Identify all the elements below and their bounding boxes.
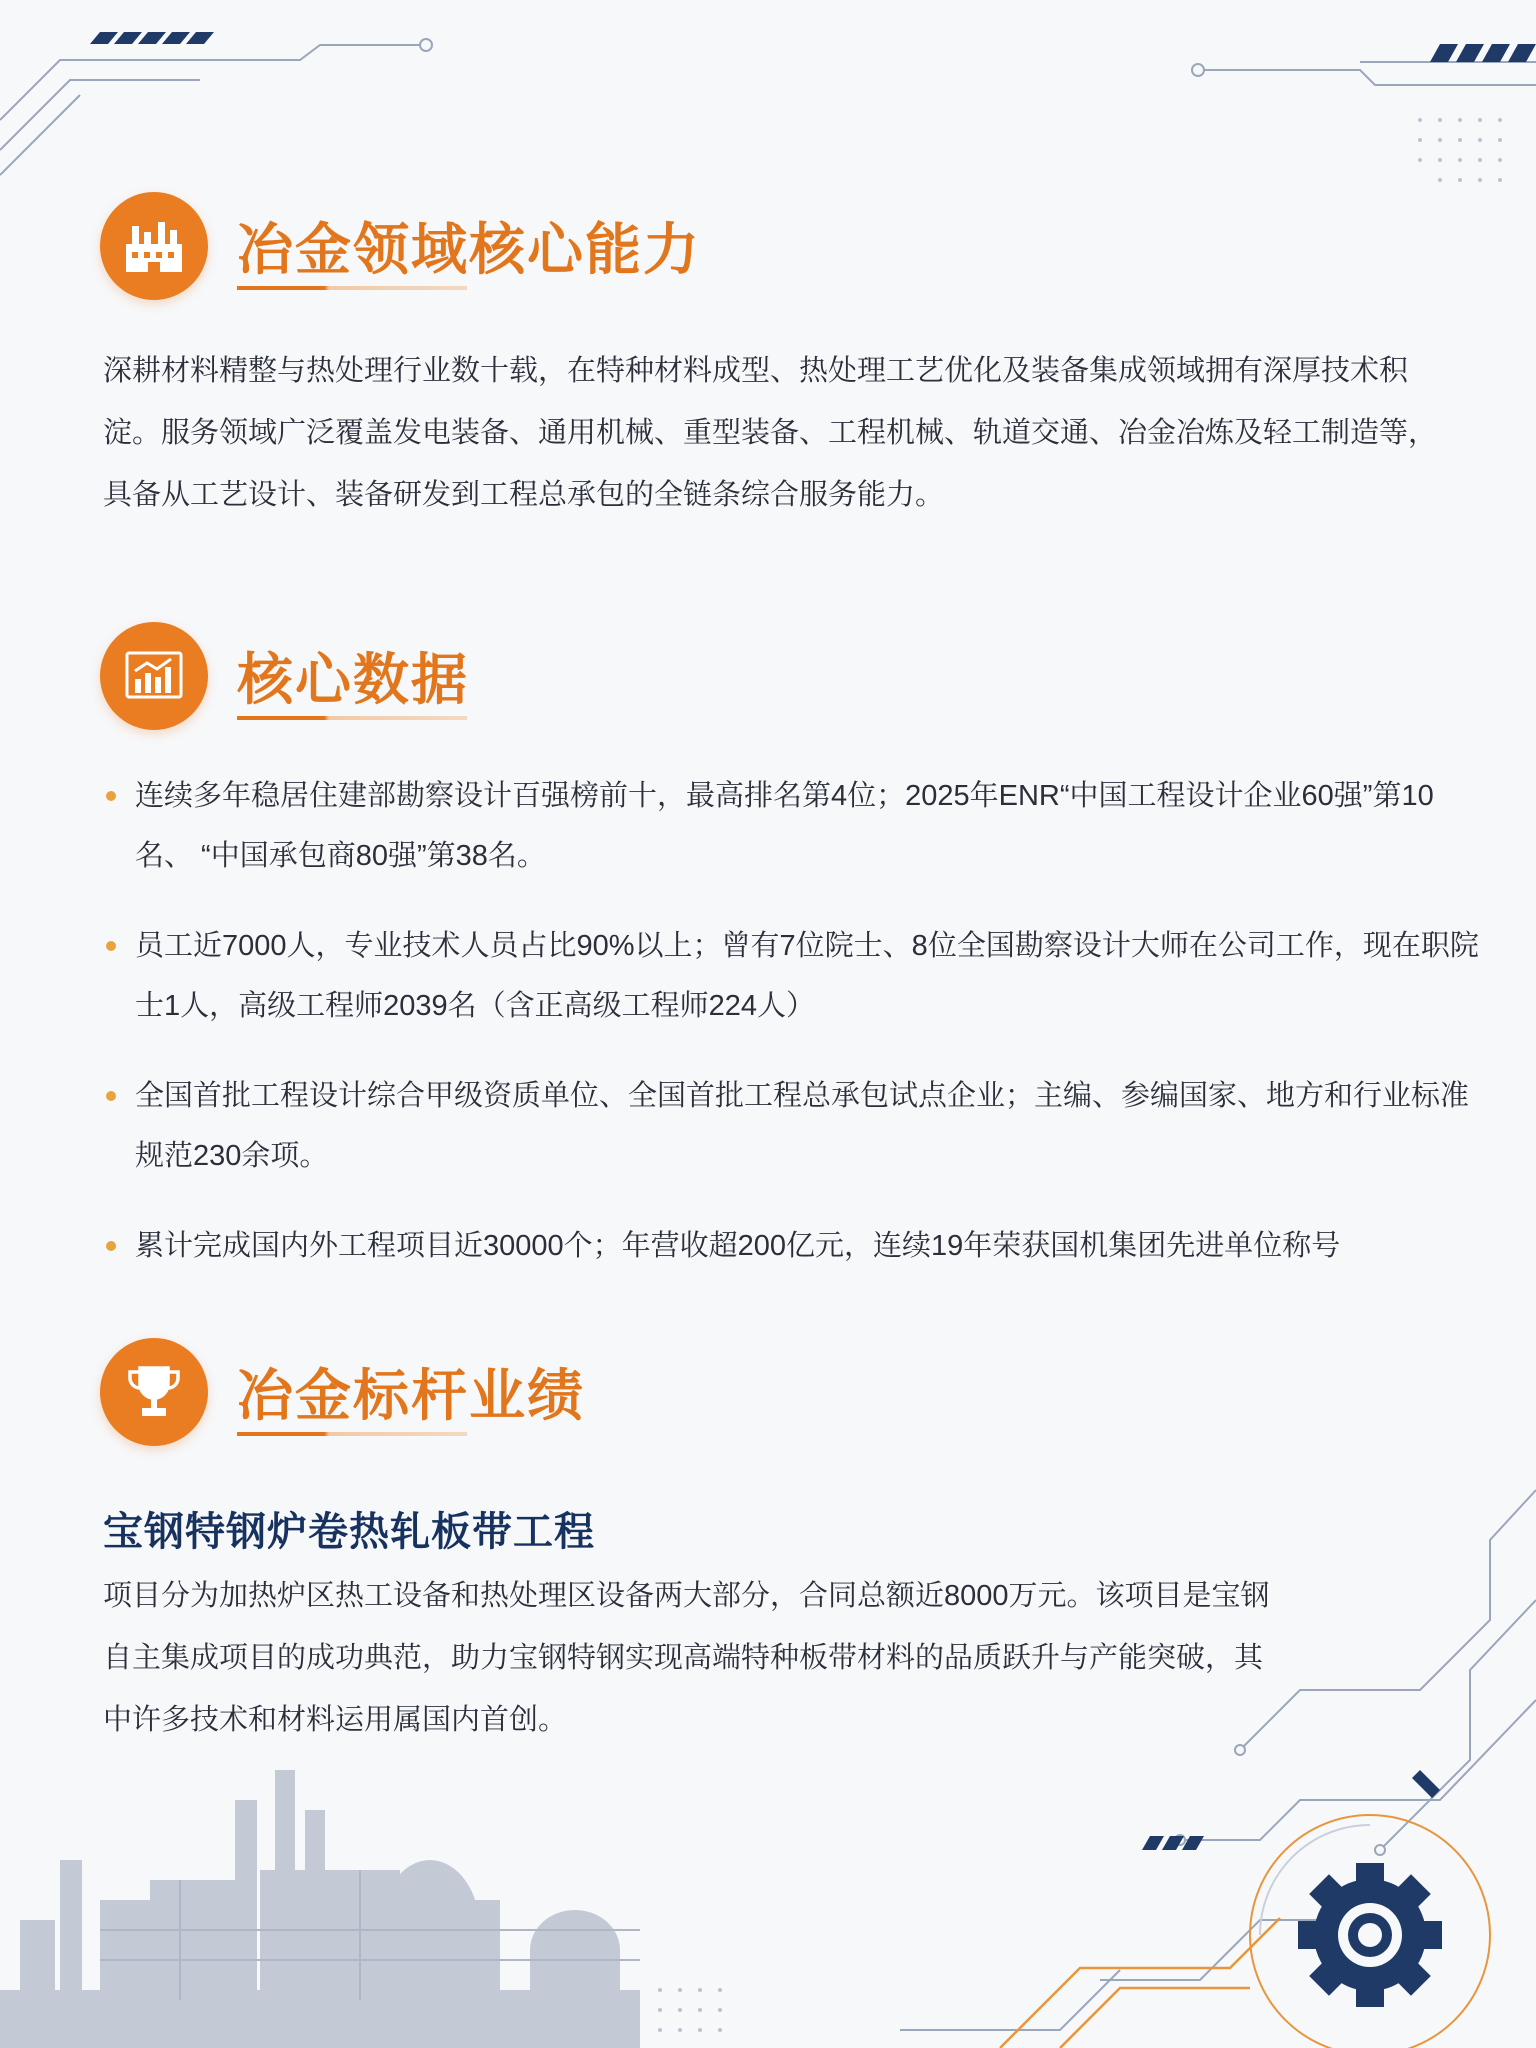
top-right-dots bbox=[1418, 118, 1502, 182]
title-underline bbox=[237, 716, 467, 720]
section-capability-header bbox=[100, 192, 1000, 302]
factory-icon bbox=[100, 192, 208, 300]
bottom-right-stripes bbox=[1142, 1770, 1440, 1850]
list-item: 累计完成国内外工程项目近30000个；年营收超200亿元，连续19年荣获国机集团先进单位称号 bbox=[103, 1216, 1483, 1276]
section-achievements-header bbox=[100, 1338, 1000, 1448]
section-title-core-data: 核心数据 bbox=[237, 648, 469, 711]
capability-paragraph: 深耕材料精整与热处理行业数十载，在特种材料成型、热处理工艺优化及装备集成领域拥有深厚技术积淀。服务领域广泛覆盖发电装备、通用机械、重型装备、工程机械、轨道交通、冶金冶炼及轻工制造等，具备从工艺设计、装备研发到工程总承包的全链条综合服务能力。 bbox=[103, 355, 1438, 511]
bottom-right-orange-lines bbox=[1000, 1918, 1280, 2048]
section-title-capability: 冶金领域核心能力 bbox=[237, 218, 701, 281]
top-left-circuit bbox=[0, 39, 432, 175]
list-item: 员工近7000人，专业技术人员占比90%以上；曾有7位院士、8位全国勘察设计大师在公司工作，现在职院士1人，高级工程师2039名（含正高级工程师224人） bbox=[103, 916, 1483, 1066]
title-underline bbox=[237, 1432, 467, 1436]
top-left-stripes bbox=[90, 32, 214, 44]
list-item: 全国首批工程设计综合甲级资质单位、全国首批工程总承包试点企业；主编、参编国家、地方和行业标准规范230余项。 bbox=[103, 1066, 1483, 1216]
section-title-achievements: 冶金标杆业绩 bbox=[237, 1364, 585, 1427]
title-underline bbox=[237, 286, 467, 290]
list-item: 连续多年稳居住建部勘察设计百强榜前十，最高排名第4位；2025年ENR“中国工程设计企业60强”第10名、 “中国承包商80强”第38名。 bbox=[103, 766, 1483, 916]
factory-skyline bbox=[0, 1770, 640, 2048]
section-core-data-header bbox=[100, 622, 1000, 732]
bar-chart-icon bbox=[100, 622, 208, 730]
core-data-list bbox=[103, 766, 1483, 1276]
project-title: 宝钢特钢炉卷热轧板带工程 bbox=[103, 1510, 595, 1554]
project-paragraph: 项目分为加热炉区热工设备和热处理区设备两大部分，合同总额近8000万元。该项目是宝钢自主集成项目的成功典范，助力宝钢特钢实现高端特种板带材料的品质跃升与产能突破，其中许多技术和材料运用属国内首创。 bbox=[103, 1580, 1270, 1736]
factory-skyline-detail bbox=[100, 1870, 640, 2000]
top-right-circuit bbox=[1192, 62, 1536, 85]
bottom-dots bbox=[658, 1988, 722, 2032]
top-right-stripes bbox=[1430, 44, 1536, 62]
gear-icon bbox=[1250, 1815, 1490, 2048]
trophy-icon bbox=[100, 1338, 208, 1446]
